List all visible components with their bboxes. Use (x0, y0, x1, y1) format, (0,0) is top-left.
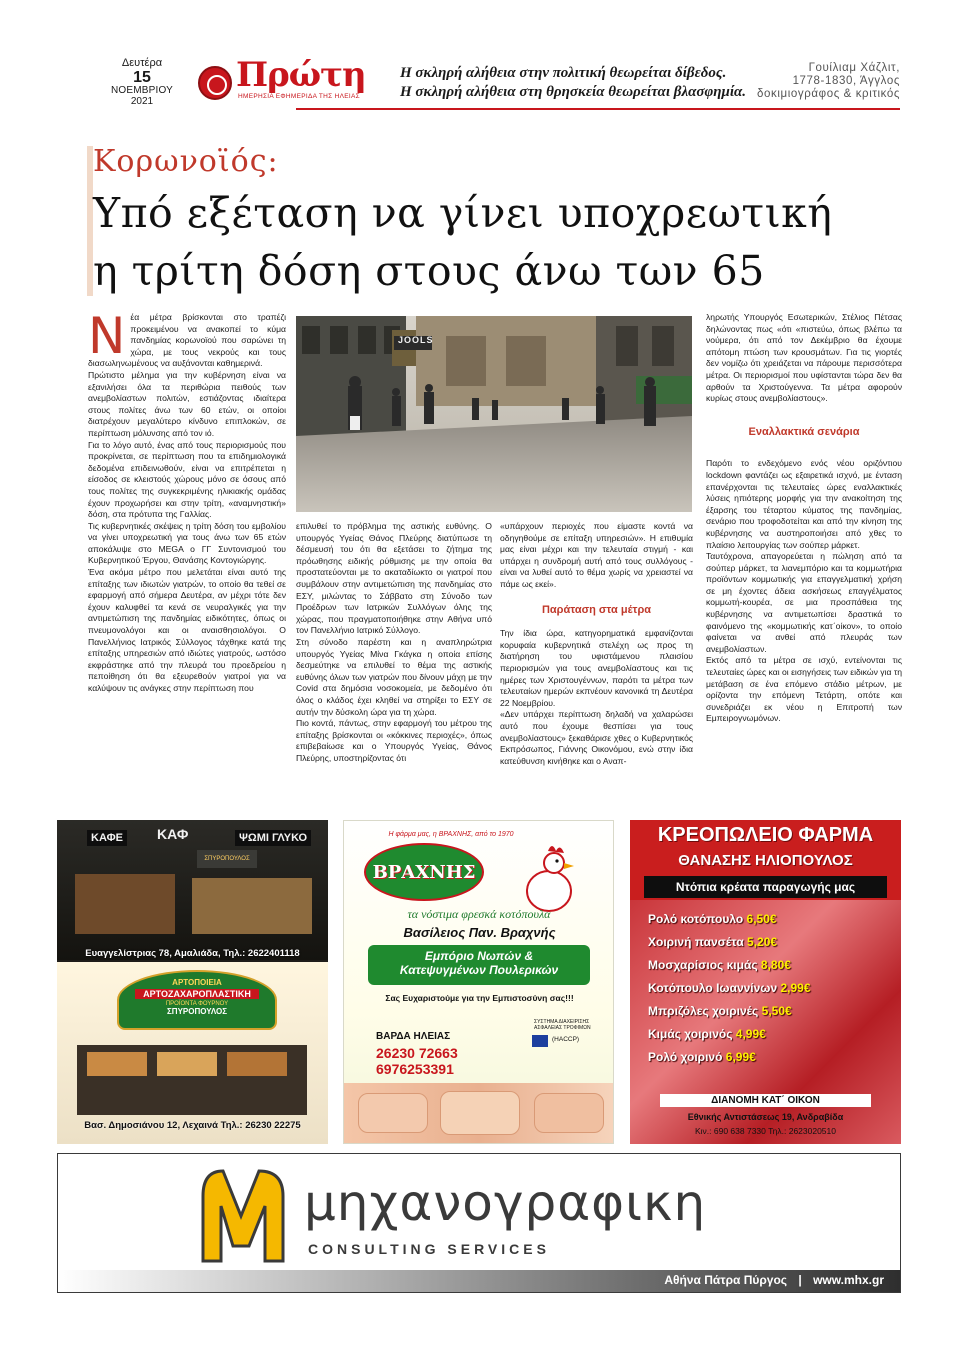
poultry-phone-1: 26230 72663 (376, 1045, 458, 1061)
logo-wordmark: Πρώτη (236, 55, 366, 95)
author-years: 1778-1830, Άγγλος (792, 75, 900, 87)
chicken-tray (440, 1091, 520, 1135)
paragraph: έα μέτρα βρίσκονται στο τραπέζι προκειμένου να ανακοπεί το κύμα πανδημίας κορωνοϊού που σαρώνει τη χώρα, με τους νεκρούς και τους διασωληνωμένους να αυξάνονται καθημερινά. (88, 312, 286, 369)
paragraph: Στη σύνοδο παρέστη και η αναπληρώτρια υπουργός Υγείας Μίνα Γκάγκα η οποία επίσης δεσμεύτηκε να επιλυθεί το θέμα της αστικής ευθύνης όλων των γιατρών που δίνουν μάχη με την Covid στα δημόσια νοσοκομεία, με δεδομένο ότι όλος ο κλάδος έχει κληθεί να στηρίξει το ΕΣΥ σε αυτήν την δύσκολη ώρα για τη χώρα. (296, 636, 492, 717)
price-item-name: Μπριζόλες χοιρινές (648, 1004, 759, 1018)
sign-bread-sweet: ΨΩΜΙ ΓΛΥΚΟ (235, 830, 311, 846)
price-item-value: 4,99€ (735, 1027, 766, 1041)
article-column-3 (500, 521, 693, 767)
price-item (648, 1000, 811, 1023)
bakery-logo (117, 970, 277, 1030)
bakery-display (192, 878, 312, 934)
pastry-tray (157, 1052, 217, 1076)
butcher-tagline: Ντόπια κρέατα παραγωγής μας (644, 876, 887, 898)
paragraph: Τις κυβερνητικές σκέψεις η τρίτη δόση του εμβολίου να γίνει υποχρεωτική για τους άνω των 65 ετών αποκάλυψε στο MEGA ο ΓΓ Συντονισμού του Κυβερνητικού Έργου, Θανάσης Κοντογιώργης. (88, 520, 286, 566)
store-brand-small: ΣΠΥΡΟΠΟΥΛΟΣ (197, 850, 257, 868)
author-role: δοκιμιογράφος & κριτικός (757, 88, 900, 100)
paragraph: Εκτός από τα μέτρα σε ισχύ, εντείνονται τις τελευταίες ώρες και οι εισηγήσεις των ειδικών για τη μετάβαση σε ένα επόμενο στάδιο μέτρων, με ορίζοντα την επόμενη Τετάρτη, οπότε και συνεδριάζει εκ νέου η Επιτροπή των Εμπειρογνωμόνων. (706, 655, 902, 724)
subheading-scenarios: Εναλλακτικά σενάρια (748, 425, 860, 438)
masthead-motto (400, 64, 746, 102)
paragraph: Πρώτιστο μέλημα για την κυβέρνηση είναι να εξανιλήσει όλα τα περιθώρια πειθούς των ανεμβολίαστων πολιτών, εστιάζοντας ιδιαίτερα στους πολίτες άνω των 60 ετών, οι οποίοι διατρέχουν μεγαλύτερο κίνδυνο επιπλοκών, σε περίπτωση μόλυνσης από τον ιό. (88, 369, 286, 438)
logo-subtitle: ΗΜΕΡΗΣΙΑ ΕΦΗΜΕΡΙΔΑ ΤΗΣ ΗΛΕΙΑΣ (238, 93, 360, 100)
price-item-name: Κοτόπουλο Ιωαννίνων (648, 981, 778, 995)
poultry-location: ΒΑΡΔΑ ΗΛΕΙΑΣ (376, 1031, 451, 1042)
butcher-phones: Κιν.: 690 638 7330 Τηλ.: 2623020510 (694, 1126, 836, 1136)
poultry-desc-box (368, 945, 590, 985)
price-item (648, 931, 811, 954)
price-item-name: Χοιρινή πανσέτα (648, 935, 744, 949)
ad-bakery[interactable] (57, 820, 328, 1144)
price-item-name: Ρολό κοτόπουλο (648, 912, 744, 926)
headline-line-1: Υπό εξέταση να γίνει υποχρεωτική (93, 189, 833, 237)
ad-consulting-banner[interactable] (57, 1153, 901, 1293)
butcher-owner: ΘΑΝΑΣΗΣ ΗΛΙΟΠΟΥΛΟΣ (678, 852, 853, 869)
street-photo-icon (296, 316, 692, 512)
chicken-tray (358, 1093, 428, 1133)
price-item (648, 1023, 811, 1046)
newspaper-logo[interactable] (198, 55, 388, 104)
price-item-value: 6,50€ (746, 912, 777, 926)
article-column-4 (706, 312, 902, 725)
poultry-slogan: τα νόστιμα φρεσκά κοτόπουλα (407, 907, 551, 921)
pastry-tray (87, 1052, 147, 1076)
butcher-address: Εθνικής Αντιστάσεως 19, Ανδραβίδα (687, 1112, 844, 1122)
bakery-counter (75, 874, 175, 934)
price-item-name: Ρολό χοιρινό (648, 1050, 723, 1064)
price-item-value: 2,99€ (780, 981, 811, 995)
price-item-value: 6,99€ (725, 1050, 756, 1064)
motto-line-2: Η σκληρή αλήθεια στη θρησκεία θεωρείται βλασφημία. (400, 84, 747, 100)
logo-top-text: ΑΡΤΟΠΟΙΕΙΑ (172, 978, 222, 987)
mhx-brand: μηχανογραφικη (304, 1174, 707, 1232)
paragraph: Παρότι το ενδεχόμενο ενός νέου οριζόντιου lockdown φαντάζει ως εξαιρετικά ισχνό, με ένταση επανέρχονται τις τελευταίες ώρες εναλλακτικές λύσεις ηπιότερης μορφής για την ανακοίτηση της έξαρσης του τέταρτου κύματος της πανδημίας, σενάριο που τροφοδοτείται και από την κίνηση της κυβέρνησης να αυστηροποιήσει από χθες το πλαίσιο λειτουργίας των σούπερ μάρκετ. (706, 458, 902, 550)
poultry-desc-2: Κατεψυγμένων Πουλερικών (399, 963, 559, 977)
mhx-separator: | (798, 1273, 802, 1287)
logo-tag-text: ΠΡΟΪΟΝΤΑ ΦΟΥΡΝΟΥ (165, 1001, 229, 1007)
poultry-arc-text: Η φάρμα μας, η ΒΡΑΧΝΗΣ, από το 1970 (388, 831, 514, 838)
bakery-address-2: Βασ. Δημοσιάνου 12, Λεχαινά Τηλ.: 26230 22275 (84, 1120, 301, 1131)
mhx-url[interactable]: www.mhx.gr (813, 1273, 884, 1287)
paragraph: «Δεν υπάρχει περίπτωση δηλαδή να χαλαρώσει αυτό που έχουμε θεσπίσει για τους ανεμβολίαστους» ξεκαθάρισε χθες ο Κυβερνητικός Εκπρόσωπος, Γιάννης Οικονόμου, ενώ στην ίδια κατεύθυνση κινήθηκε και ο Αναπ- (500, 709, 693, 766)
paragraph: ληρωτής Υπουργός Εσωτερικών, Στέλιος Πέτσας δηλώνοντας πως «ότι «πιστεύω, όπως βλέπω τα νούμερα, ότι από τον Δεκέμβριο θα έχουμε απότομη πτώση των κρουσμάτων. Για τις γιορτές δεν νομίζω ότι χρειάζεται να πάρουμε περισσότερα μέτρα. Οι περιορισμοί που υφίστανται τώρα δεν θα αρθούν τα Χριστούγεννα. Τα μέτρα αφορούν κυρίως στους ανεμβολίαστους». (706, 312, 902, 404)
price-item (648, 977, 811, 1000)
price-item-value: 5,20€ (747, 935, 778, 949)
headline-kicker: Κορωνοϊός: (93, 144, 279, 179)
ad-poultry[interactable] (343, 820, 614, 1144)
date-month: ΝΟΕΜΒΡΙΟΥ (110, 85, 174, 97)
motto-line-1: Η σκληρή αλήθεια στην πολιτική θεωρείται δίβεδος. (400, 65, 727, 81)
poultry-haccp: (HACCP) (552, 1036, 580, 1043)
chicken-tray (534, 1093, 604, 1133)
logo-emblem-icon (198, 66, 232, 100)
issue-date (100, 58, 184, 107)
butcher-title: ΚΡΕΟΠΩΛΕΙΟ ΦΑΡΜΑ (657, 824, 874, 846)
article-column-2 (296, 521, 492, 764)
poultry-brand: ΒΡΑΧΝΗΣ (372, 862, 476, 883)
price-item-value: 5,50€ (761, 1004, 792, 1018)
subheading-extension: Παράταση στα μέτρα (541, 603, 652, 616)
paragraph: Ταυτόχρονα, απαγορεύεται η πώληση από τα σούπερ μάρκετ, τα λιανεμπόριο και τα κομμωτήρια προϊόντων κομμωτικής για επαγγελματική χρήση σε μη έχοντες άδεια ασκήσεως επαγγέλματος κομμωτή-κουρέα, σε μια προσπάθεια της κυβέρνησης να αντιμετωπίσει δραστικά το φαινόμενο της «κομμωτικής κατ΄οίκον», το οποίο φαίνεται να ανθεί από πλευράς των ανεμβολίαστων. (706, 551, 902, 654)
poultry-thanks: Σας Ευχαριστούμε για την Εμπιστοσύνη σας!!! (385, 993, 574, 1003)
butcher-price-list (648, 908, 811, 1069)
mhx-logo-icon (193, 1166, 313, 1266)
poultry-logo-oval (364, 843, 484, 901)
logo-bottom-text: ΣΠΥΡΟΠΟΥΛΟΣ (166, 1007, 227, 1016)
date-number: 15 (133, 68, 151, 86)
headline-block (87, 140, 907, 300)
photo-shop-sign: JOOLS (398, 335, 434, 345)
mhx-footer-bar (58, 1270, 900, 1292)
paragraph: Την ίδια ώρα, κατηγορηματικά εμφανίζονται κορυφαία κυβερνητικά στελέχη ως προς τη διατήρηση του υφιστάμενου πλαισίου περιορισμών για τους ανεμβολίαστους και τις ημέρες των Χριστουγέννων, παρότι τα μέτρα των τελευταίων ημερών εκπνέουν κανονικά τη Δευτέρα 22 Νοεμβρίου. (500, 628, 693, 708)
paragraph: επιλυθεί το πρόβλημα της αστικής ευθύνης. Ο υπουργός Υγείας Θάνος Πλεύρης διατύπωσε τη δέσμευσή του ότι θα εξετάσει το ζήτημα της πρόωθησης ειδικής ρύθμισης με την οποία θα προστατεύονται με το ακαταδίωκτο οι γιατροί που συμβάλουν στην αντιμετώπιση της πανδημίας στο ΕΣΥ, μιλώντας το Σάββατο στη Σύνοδο των Προέδρων των Ιατρικών Συλλόγων όλης της χώρας, που πραγματοποιήθηκε στην Αθήνα υπό τον Πανελλήνιο Ιατρικό Σύλλογο. (296, 521, 492, 636)
pastry-tray (227, 1052, 287, 1076)
sign-kafe-mid: ΚΑΦ (157, 826, 189, 842)
mhx-subtitle: CONSULTING SERVICES (308, 1241, 550, 1257)
sign-kafe-left: ΚΑΦΕ (87, 830, 127, 846)
paragraph: Πιο κοντά, πάντως, στην εφαρμογή του μέτρου της επίταξης βρίσκονται οι «κόκκινες περιοχές», όπως επιβεβαίωσε και ο Υπουργός Υγείας, Θάνος Πλεύρης, υποστηρίζοντας ότι (296, 718, 492, 763)
logo-mid-text: ΑΡΤΟΖΑΧΑΡΟΠΛΑΣΤΙΚΗ (135, 989, 259, 999)
eu-flag-icon (532, 1035, 548, 1047)
paragraph: Για το λόγο αυτό, ένας από τους περιορισμούς που προκρίνεται, σε περίπτωση που τα επιδημιολογικά δεδομένα επιδεινωθούν, είναι να επιτρέπεται η είσοδος σε κλειστούς χώρους μόνο σε όσους από τους πολίτες της συγκεκριμένης ηλικιακής ομάδας έχουν προχωρήσει και στην τρίτη, «αναμνηστική» δόση, στα πρότυπα της Γαλλίας. (88, 439, 286, 520)
ad-butcher[interactable] (630, 820, 901, 1144)
price-item-name: Κιμάς χοιρινός (648, 1027, 733, 1041)
drop-cap: Ν (88, 307, 126, 365)
paragraph: Ένα ακόμα μέτρο που μελετάται είναι αυτό της επίταξης των ιδιωτών γιατρών, το οποίο θα τεθεί σε εφαρμογή από σήμερα Δευτέρα, αν μέχρι τότε δεν έχουν καλυφθεί τα κενά σε νευραλγικές για την αντιμετώπιση της πανδημίας ειδικότητες, όπως οι πνευμονολόγοι και οι αναισθησιολόγοι. Ο Πανελλήνιος Ιατρικός Σύλλογος τάχθηκε κατά της επίταξης υπηρεσιών από ιδιώτες γιατρούς, ωστόσο εκφράστηκε από την πλευρά του προεδρείου η πεποίθηση ότι θα εξευρεθούν γιατροί για να καλύψουν τις ανάγκες στην περίπτωση που (88, 567, 286, 693)
headline-line-2: η τρίτη δόση στους άνω των 65 (93, 247, 765, 295)
article-column-1 (88, 307, 286, 695)
poultry-phone-2: 6976253391 (376, 1061, 454, 1077)
date-year: 2021 (130, 95, 154, 107)
poultry-cert: ΣΥΣΤΗΜΑ ΔΙΑΧΕΙΡΙΣΗΣ ΑΣΦΑΛΕΙΑΣ ΤΡΟΦΙΜΩΝ (534, 1019, 591, 1031)
date-day: Δευτέρα (121, 57, 163, 69)
poultry-desc-1: Εμπόριο Νωπών & (424, 949, 534, 963)
paragraph: «υπάρχουν περιοχές που είμαστε κοντά να οδηγηθούμε σε επίταξη υπηρεσιών». Η επιθυμία μας είναι μέχρι και την τελευταία στιγμή - και υπάρχει η συνδρομή αυτή από τους συλλόγους - είναι να λυθεί αυτό το θέμα χωρίς να χρειαστεί να πάμε ως εκεί». (500, 521, 693, 589)
price-item-value: 8,80€ (760, 958, 791, 972)
mhx-cities: Αθήνα Πάτρα Πύργος (664, 1273, 788, 1287)
masthead-rule (296, 108, 900, 110)
author-name: Γουίλιαμ Χάζλιτ, (808, 62, 900, 74)
price-item (648, 908, 811, 931)
quote-author (757, 62, 900, 101)
price-item (648, 954, 811, 977)
headline (93, 184, 832, 300)
bakery-address-1: Ευαγγελίστριας 78, Αμαλιάδα, Τηλ.: 2622401118 (85, 948, 300, 959)
price-item-name: Μοσχαρίσιος κιμάς (648, 958, 758, 972)
price-item (648, 1046, 811, 1069)
butcher-delivery: ΔΙΑΝΟΜΗ ΚΑΤ΄ ΟΙΚΟΝ (660, 1094, 871, 1107)
mhx-footer (664, 1273, 884, 1287)
masthead (100, 55, 900, 108)
article-photo (296, 316, 692, 512)
poultry-owner: Βασίλειος Παν. Βραχνής (403, 925, 556, 940)
